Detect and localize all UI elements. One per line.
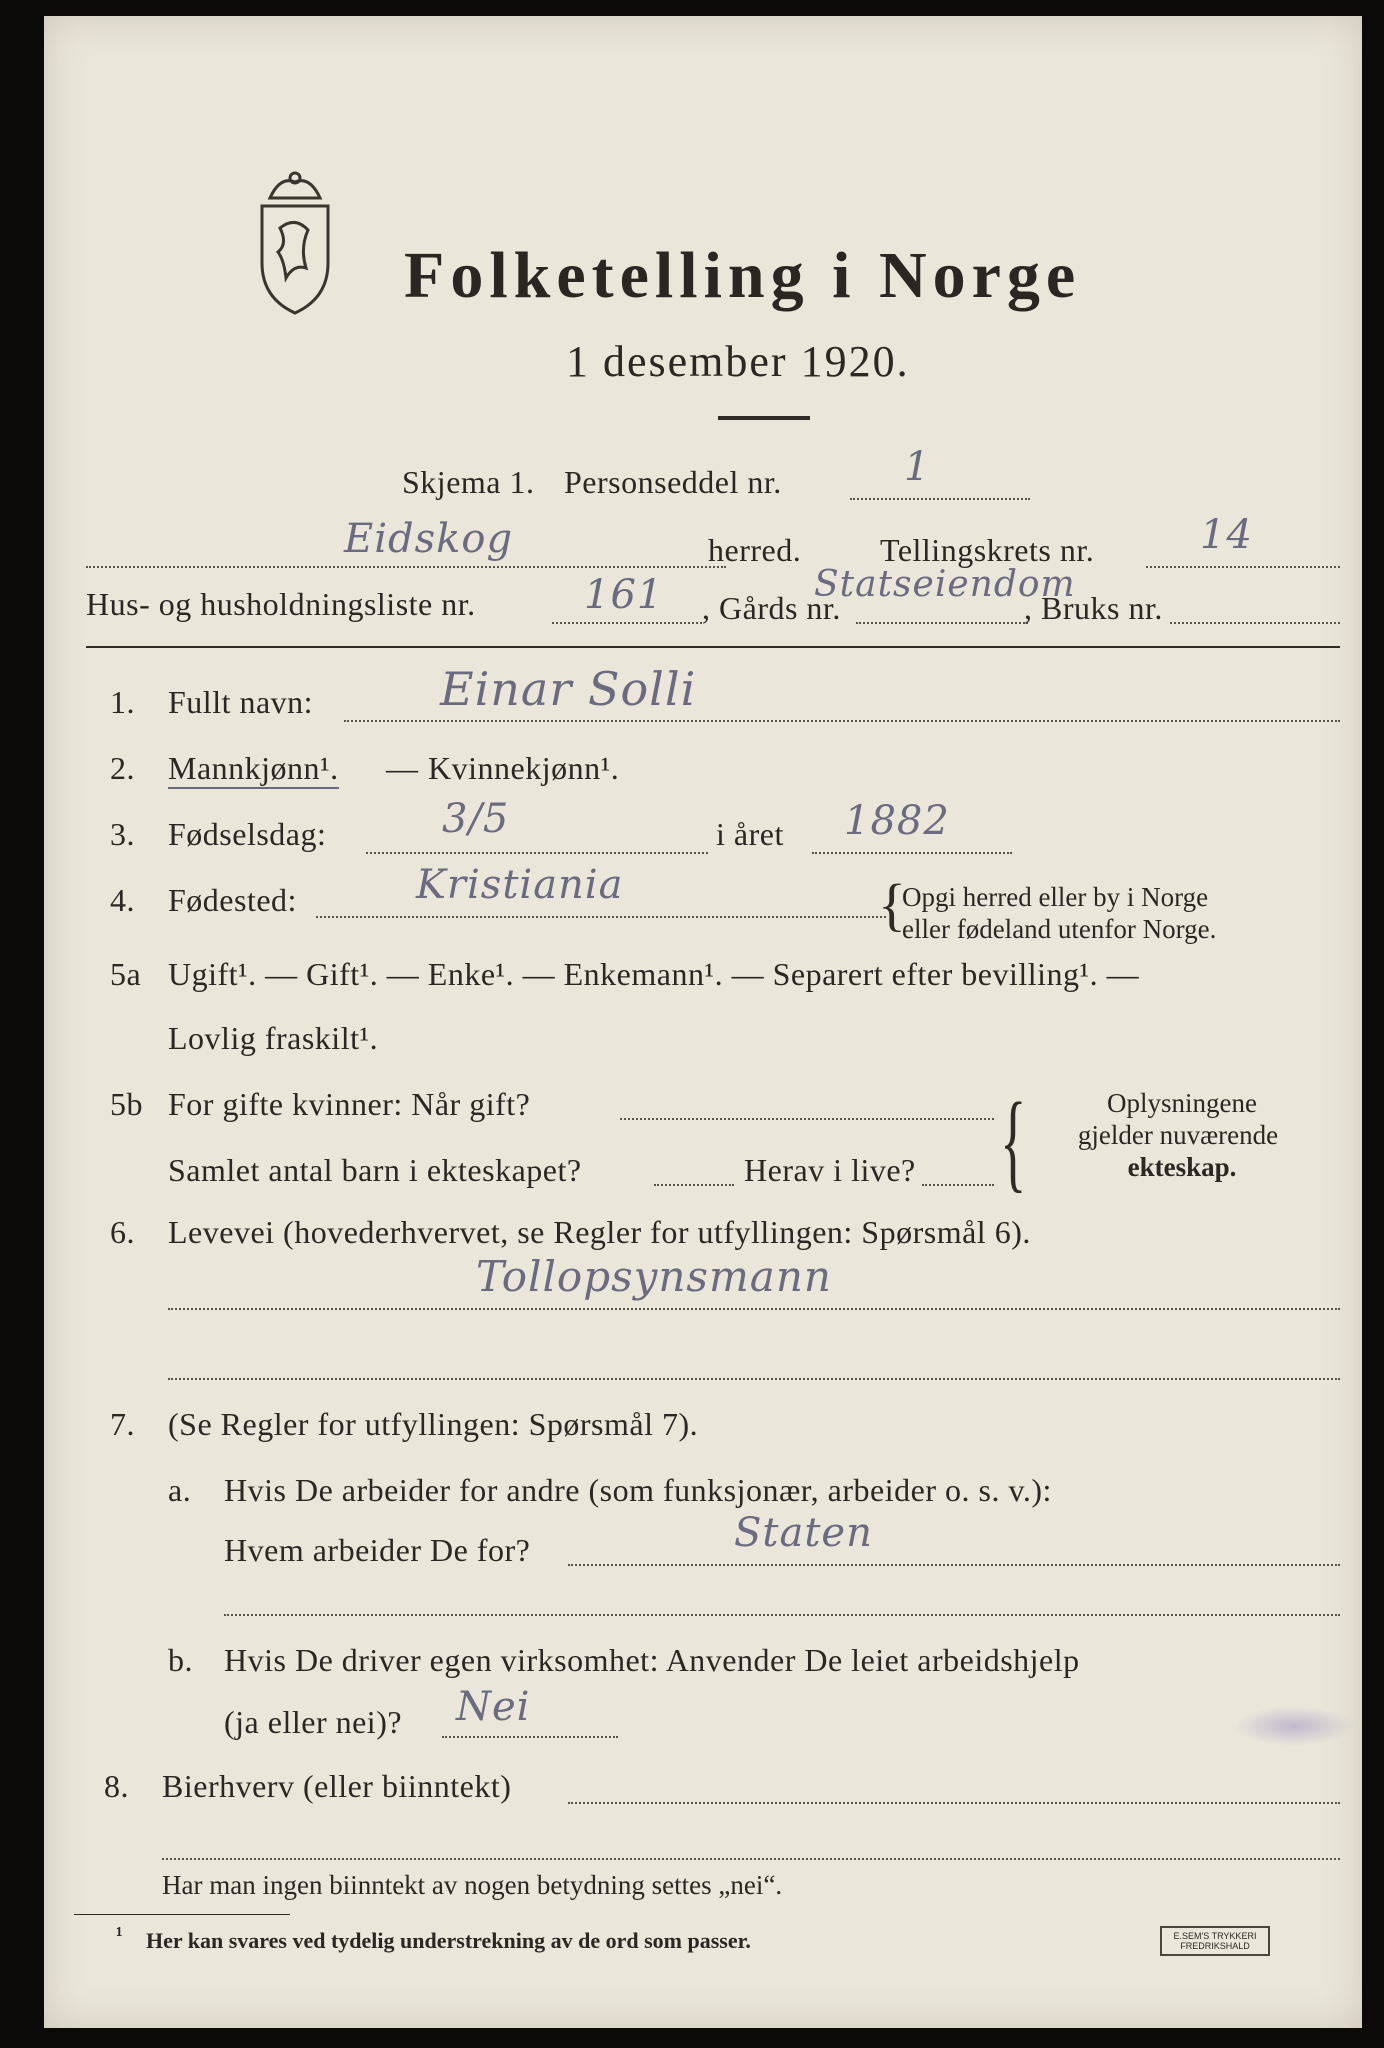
q7b-answer-line (442, 1736, 618, 1738)
q5b-label1: For gifte kvinner: Når gift? (168, 1086, 531, 1122)
tellingskrets-line (1146, 566, 1340, 568)
q7b-letter: b. (168, 1642, 193, 1678)
q8-line1 (568, 1802, 1340, 1804)
q7a-line1: Hvis De arbeider for andre (som funksjonær, arbeider o. s. v.): (224, 1472, 1052, 1508)
q2-female-option[interactable]: Kvinnekjønn¹. (428, 750, 620, 786)
q7a-extra-line (224, 1614, 1340, 1616)
personseddel-label: Personseddel nr. (564, 464, 782, 500)
herred-line (86, 566, 726, 568)
q5b-note-line3: ekteskap. (1127, 1152, 1237, 1182)
q2-number: 2. (110, 750, 135, 786)
q5b-alive-line (922, 1184, 994, 1186)
footnote-text: Her kan svares ved tydelig understrekning av de ord som passer. (146, 1928, 751, 1953)
tellingskrets-value[interactable]: 14 (1200, 512, 1253, 558)
q8-number: 8. (104, 1768, 129, 1804)
bruks-label: , Bruks nr. (1024, 590, 1163, 626)
footer-note: Har man ingen biinntekt av nogen betydning settes „nei“. (162, 1870, 783, 1900)
q3-line (366, 852, 708, 854)
title-divider (718, 416, 810, 420)
q4-note-line1: Opgi herred eller by i Norge (902, 882, 1209, 912)
skjema-label: Skjema 1. (402, 464, 535, 500)
q3-value[interactable]: 3/5 (442, 796, 510, 842)
q8-label: Bierhverv (eller biinntekt) (162, 1768, 512, 1804)
q4-value[interactable]: Kristiania (416, 862, 624, 908)
q7a-line2: Hvem arbeider De for? (224, 1532, 531, 1568)
q3-year-value[interactable]: 1882 (844, 798, 950, 844)
q3-number: 3. (110, 816, 135, 852)
q5a-number: 5a (110, 956, 142, 992)
gards-value[interactable]: Statseiendom (814, 564, 1076, 605)
q4-line (316, 916, 886, 918)
q5b-number: 5b (110, 1086, 143, 1122)
q1-label: Fullt navn: (168, 684, 314, 720)
hus-line (552, 622, 702, 624)
q5a-line1[interactable]: Ugift¹. — Gift¹. — Enke¹. — Enkemann¹. — Separert efter bevilling¹. — (168, 956, 1140, 992)
q7b-line1: Hvis De driver egen virksomhet: Anvender De leiet arbeidshjelp (224, 1642, 1080, 1678)
q2-male-option[interactable]: Mannkjønn¹. (168, 750, 339, 789)
coat-of-arms-icon (240, 168, 350, 318)
hus-value[interactable]: 161 (584, 572, 664, 618)
q3-year-line (812, 852, 1012, 854)
q4-note-line2: eller fødeland utenfor Norge. (902, 914, 1217, 944)
q5b-brace: { (1000, 1080, 1027, 1202)
q5b-children-line (654, 1184, 734, 1186)
gards-line (856, 622, 1028, 624)
q1-line (344, 720, 1340, 722)
herred-label: herred. (708, 532, 802, 568)
q6-line2 (168, 1378, 1340, 1380)
q2-separator: — (386, 750, 419, 786)
header-rule (86, 646, 1340, 648)
q3-year-label: i året (716, 816, 784, 852)
q7-label: (Se Regler for utfyllingen: Spørsmål 7). (168, 1406, 699, 1442)
footnote-rule (74, 1914, 290, 1915)
hus-label: Hus- og husholdningsliste nr. (86, 586, 476, 622)
bruks-line (1170, 622, 1340, 624)
printer-stamp: E.SEM'S TRYKKERI FREDRIKSHALD (1160, 1926, 1270, 1956)
q6-number: 6. (110, 1214, 135, 1250)
q7b-line2: (ja eller nei)? (224, 1704, 403, 1740)
q4-brace: { (878, 872, 906, 937)
q7a-value[interactable]: Staten (734, 1510, 873, 1556)
form-title: Folketelling i Norge (404, 239, 1082, 312)
q5b-note-line2: gjelder nuværende (1077, 1120, 1279, 1150)
personseddel-line (850, 498, 1030, 500)
q6-label: Levevei (hovederhvervet, se Regler for utfyllingen: Spørsmål 6). (168, 1214, 1031, 1250)
q1-value[interactable]: Einar Solli (440, 662, 697, 716)
q4-number: 4. (110, 882, 135, 918)
q6-line1 (168, 1308, 1340, 1310)
q1-number: 1. (110, 684, 135, 720)
q6-value[interactable]: Tollopsynsmann (476, 1252, 832, 1301)
q7b-value[interactable]: Nei (456, 1684, 531, 1730)
q7-number: 7. (110, 1406, 135, 1442)
q5a-line2[interactable]: Lovlig fraskilt¹. (168, 1020, 379, 1056)
q5b-married-line (620, 1118, 994, 1120)
form-date: 1 desember 1920. (566, 337, 910, 386)
q3-label: Fødselsdag: (168, 816, 327, 852)
footnote-mark: ¹ (116, 1922, 123, 1947)
q8-line2 (162, 1858, 1340, 1860)
q7a-letter: a. (168, 1472, 192, 1508)
gards-label: , Gårds nr. (702, 590, 841, 626)
tellingskrets-label: Tellingskrets nr. (880, 532, 1095, 568)
census-form (44, 16, 1362, 2028)
q7a-answer-line (568, 1564, 1340, 1566)
ink-smudge (1234, 1706, 1354, 1746)
q4-label: Fødested: (168, 882, 297, 918)
q5b-note-line1: Oplysningene (1107, 1088, 1257, 1118)
herred-value[interactable]: Eidskog (344, 516, 514, 562)
q5b-label3: Herav i live? (744, 1152, 916, 1188)
q5b-label2: Samlet antal barn i ekteskapet? (168, 1152, 582, 1188)
personseddel-value[interactable]: 1 (904, 444, 931, 490)
